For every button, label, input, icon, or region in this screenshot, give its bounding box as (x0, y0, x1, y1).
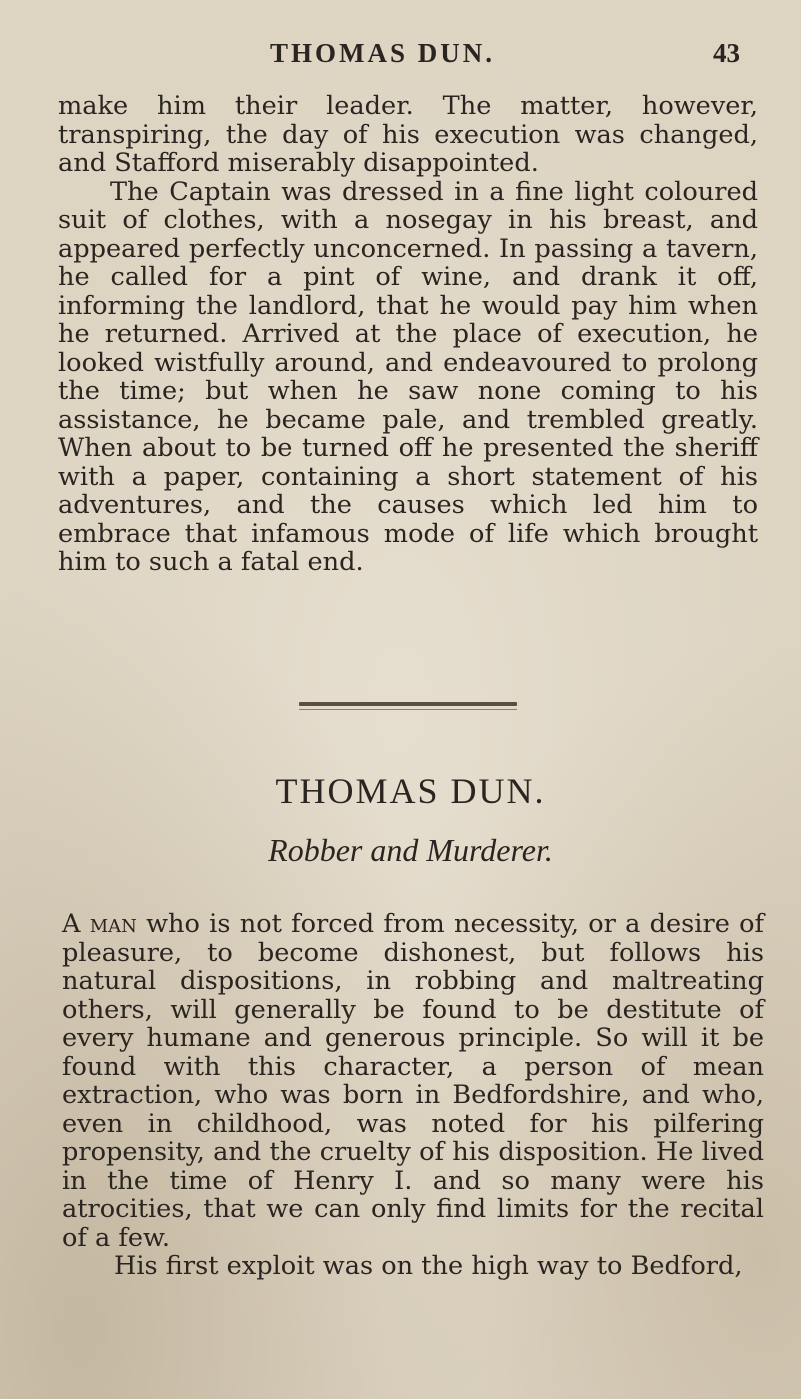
running-head (270, 38, 740, 78)
chapter-subtitle: Robber and Murderer. (268, 832, 553, 868)
bottom-text-block (62, 910, 764, 1281)
paragraph-continued: make him their leader. The matter, however, transpiring, the day of his execution was changed, and Stafford miserably disappointed. (58, 91, 758, 178)
opening-paragraph-text: who is not forced from necessity, or a desire of pleasure, to become dishonest, but follows his natural dispositions, in robbing and maltreating others, will generally be found to be destitute of every humane and generous principle. So will it be found with this character, a person of mean extraction, who was born in Bedfordshire, and who, even in childhood, was noted for his pilfering propensity, and the cruelty of his disposition. He lived in the time of Henry I. and so many were his atrocities, that we can only find limits for the recital of a few. (62, 909, 764, 1253)
chapter-title: THOMAS DUN. (275, 771, 546, 811)
section-divider-thin-rule (299, 709, 517, 710)
running-head-title: THOMAS DUN. (270, 38, 496, 68)
opening-words: A man (62, 909, 137, 939)
top-text-block (58, 92, 758, 577)
paragraph-first-exploit: His first exploit was on the high way to Bedford, (114, 1251, 743, 1281)
paragraph-captain-execution: The Captain was dressed in a fine light coloured suit of clothes, with a nosegay in his breast, and appeared perfectly unconcerned. In passing a tavern, he called for a pint of wine, and drank it off, informing the landlord, that he would pay him when he returned. Arrived at the place of execution, he looked wistfully around, and endeavoured to prolong the time; but when he saw none coming to his assistance, he became pale, and trembled greatly. When about to be turned off he presented the sheriff with a paper, containing a short statement of his adventures, and the causes which led him to embrace that infamous mode of life which brought him to such a fatal end. (58, 176, 758, 577)
paragraph-opening (62, 910, 764, 1252)
section-divider-rule (299, 702, 517, 706)
page-number: 43 (713, 38, 740, 68)
